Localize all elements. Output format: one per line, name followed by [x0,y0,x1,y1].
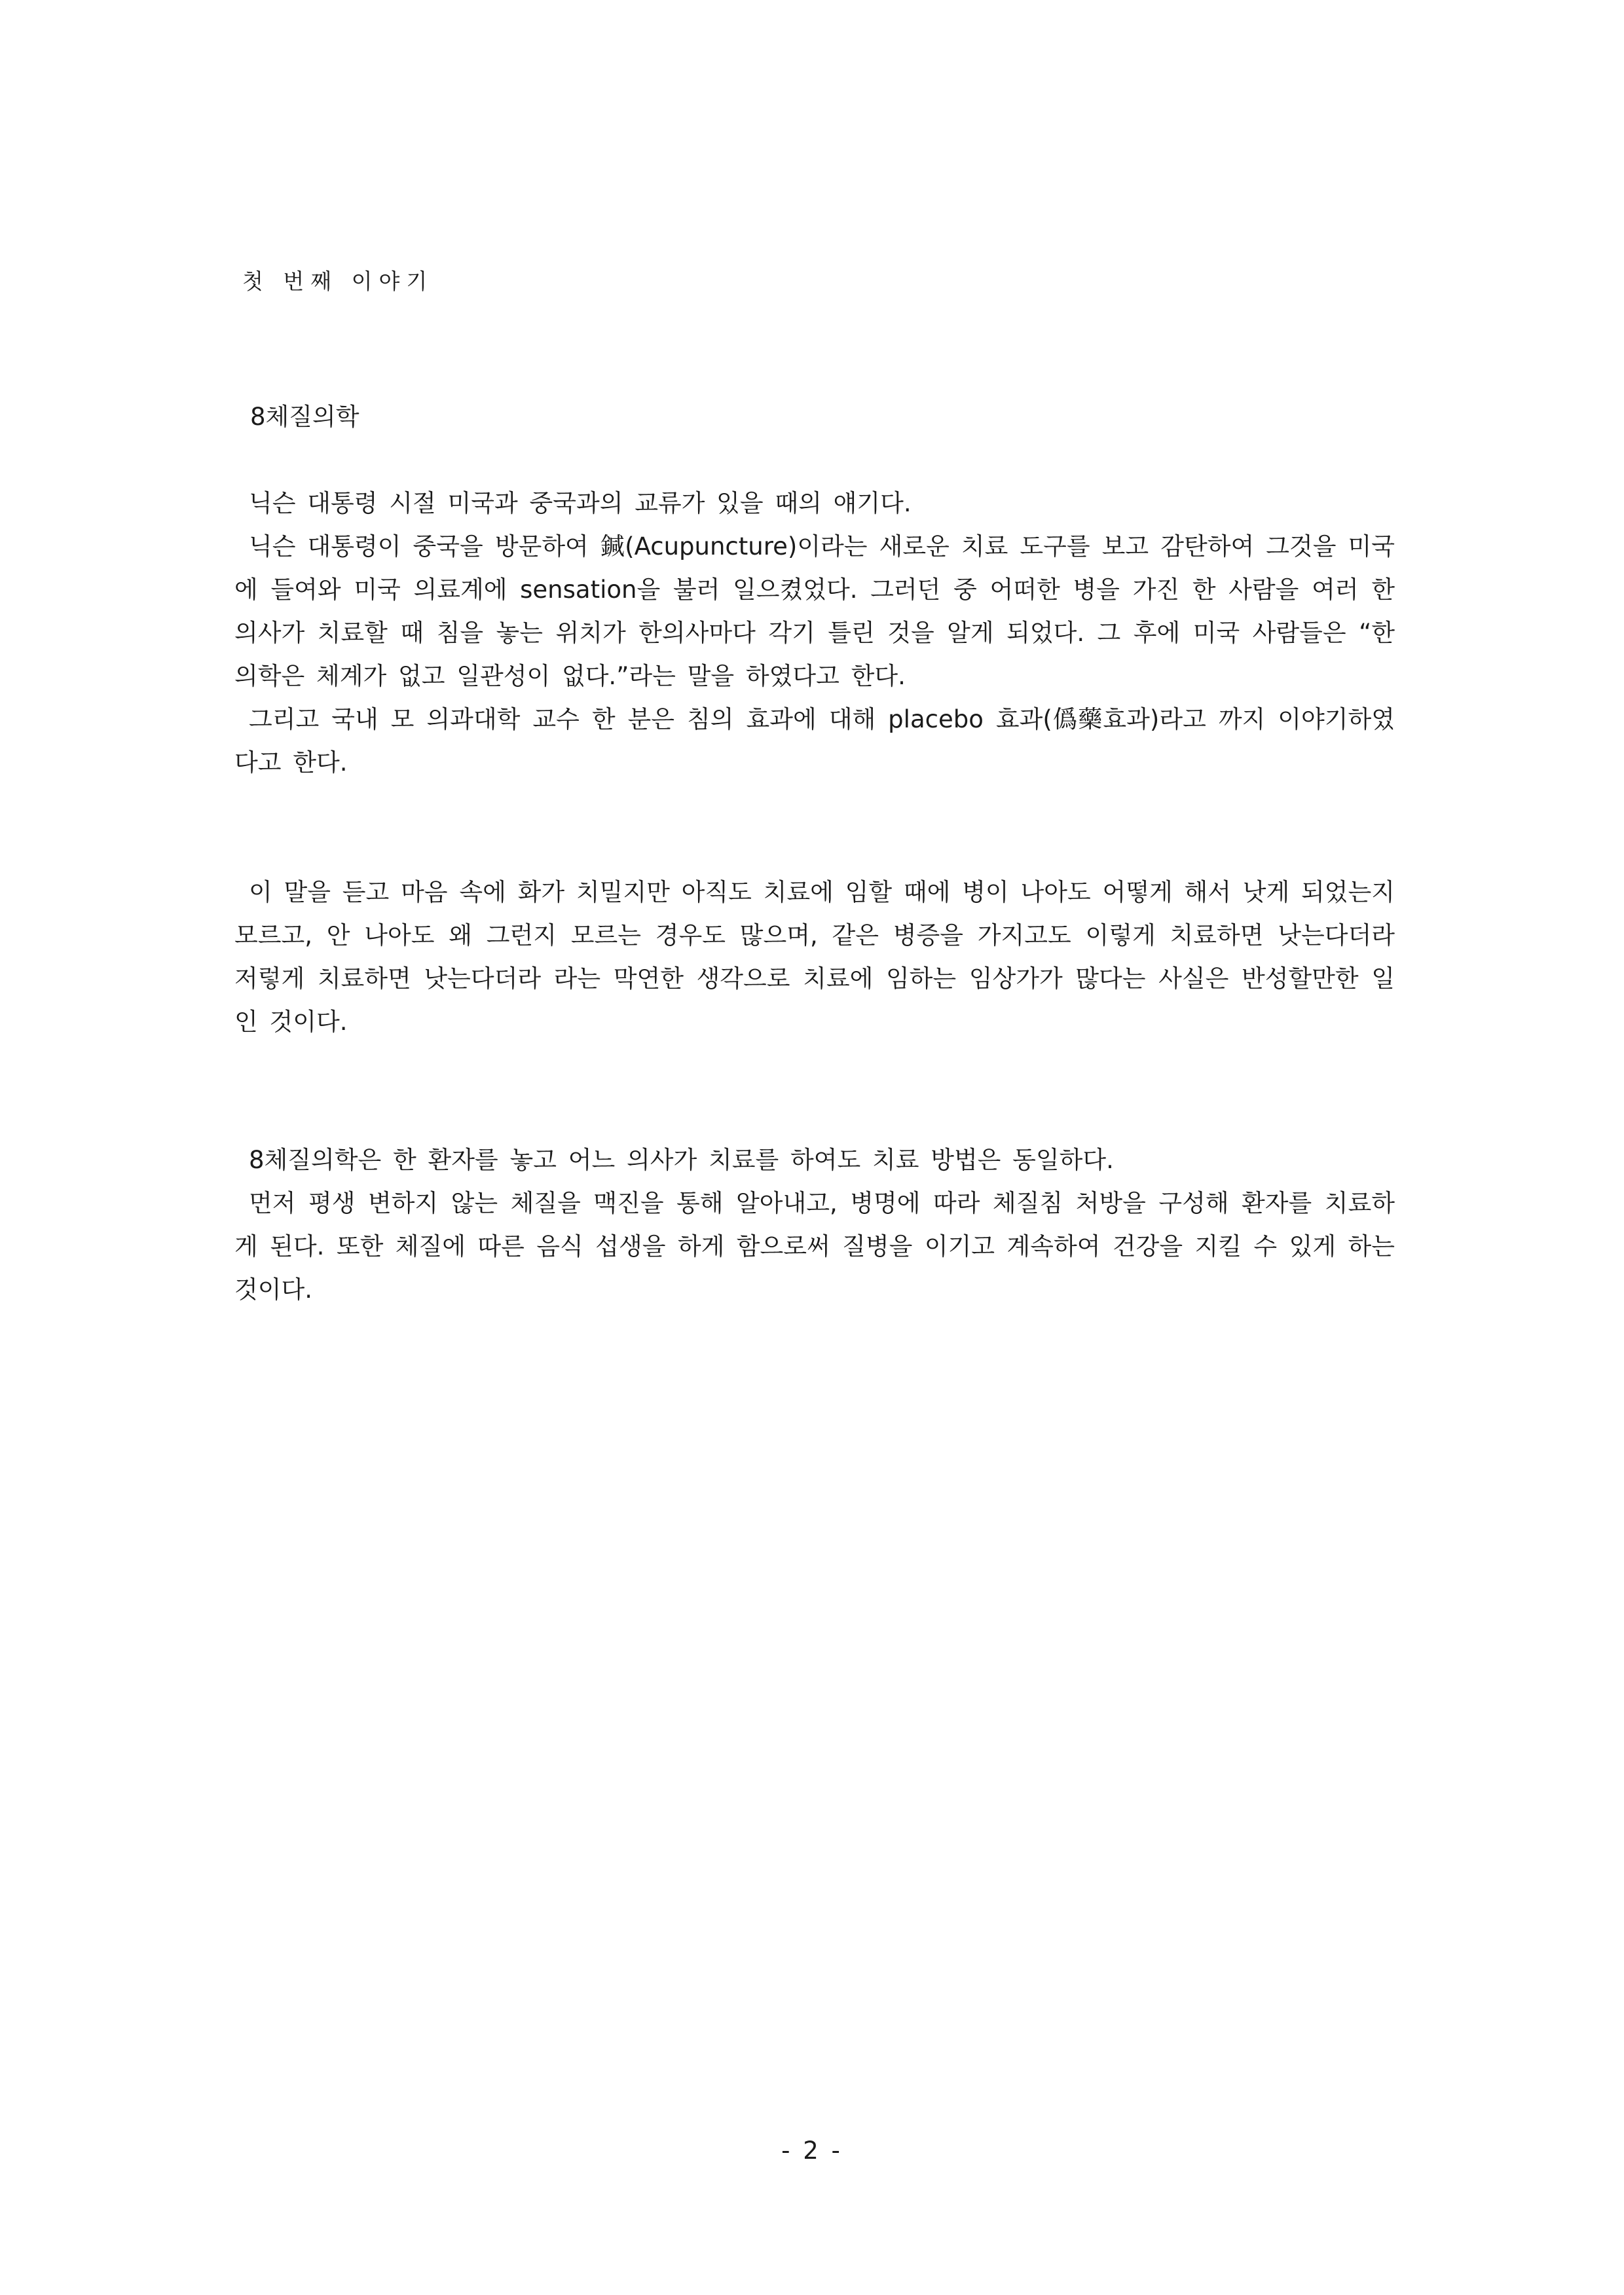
section-title: 8체질의학 [250,403,360,431]
paragraph: 8체질의학은 한 환자를 놓고 어느 의사가 치료를 하여도 치료 방법은 동일하다. [249,1146,1114,1174]
chapter-heading: 첫 번째 이야기 [242,268,434,294]
text-block-intro [234,482,1395,784]
paragraph: 먼저 평생 변하지 않는 체질을 맥진을 통해 알아내고, 병명에 따라 체질침 처방을 구성해 환자를 치료하게 된다. 또한 체질에 따른 음식 섭생을 하게 함으로써 질병을 이기고 계속하여 건강을 지킬 수 있게 하는 것이다. [234,1189,1395,1304]
text-block-reflection [234,871,1395,1044]
paragraph: 닉슨 대통령이 중국을 방문하여 鍼(Acupuncture)이라는 새로운 치료 도구를 보고 감탄하여 그것을 미국에 들여와 미국 의료계에 sensation을 불러 일으켰었다. 그러던 중 어떠한 병을 가진 한 사람을 여러 한의사가 치료할 때 침을 놓는 위치가 한의사마다 각기 틀린 것을 알게 되었다. 그 후에 미국 사람들은 “한의학은 체계가 없고 일관성이 없다.”라는 말을 하였다고 한다. [234,532,1395,690]
paragraph: 그리고 국내 모 의과대학 교수 한 분은 침의 효과에 대해 placebo 효과(僞藥효과)라고 까지 이야기하였다고 한다. [234,705,1395,777]
text-block-conclusion [234,1139,1395,1312]
page-number: - 2 - [781,2137,843,2165]
paragraph: 닉슨 대통령 시절 미국과 중국과의 교류가 있을 때의 얘기다. [249,489,912,517]
paragraph: 이 말을 듣고 마음 속에 화가 치밀지만 아직도 치료에 임할 때에 병이 나아도 어떻게 해서 낫게 되었는지 모르고, 안 나아도 왜 그런지 모르는 경우도 많으며, 같은 병증을 가지고도 이렇게 치료하면 낫는다더라 저렇게 치료하면 낫는다더라 라는 막연한 생각으로 치료에 임하는 임상가가 많다는 사실은 반성할만한 일인 것이다. [234,878,1395,1036]
